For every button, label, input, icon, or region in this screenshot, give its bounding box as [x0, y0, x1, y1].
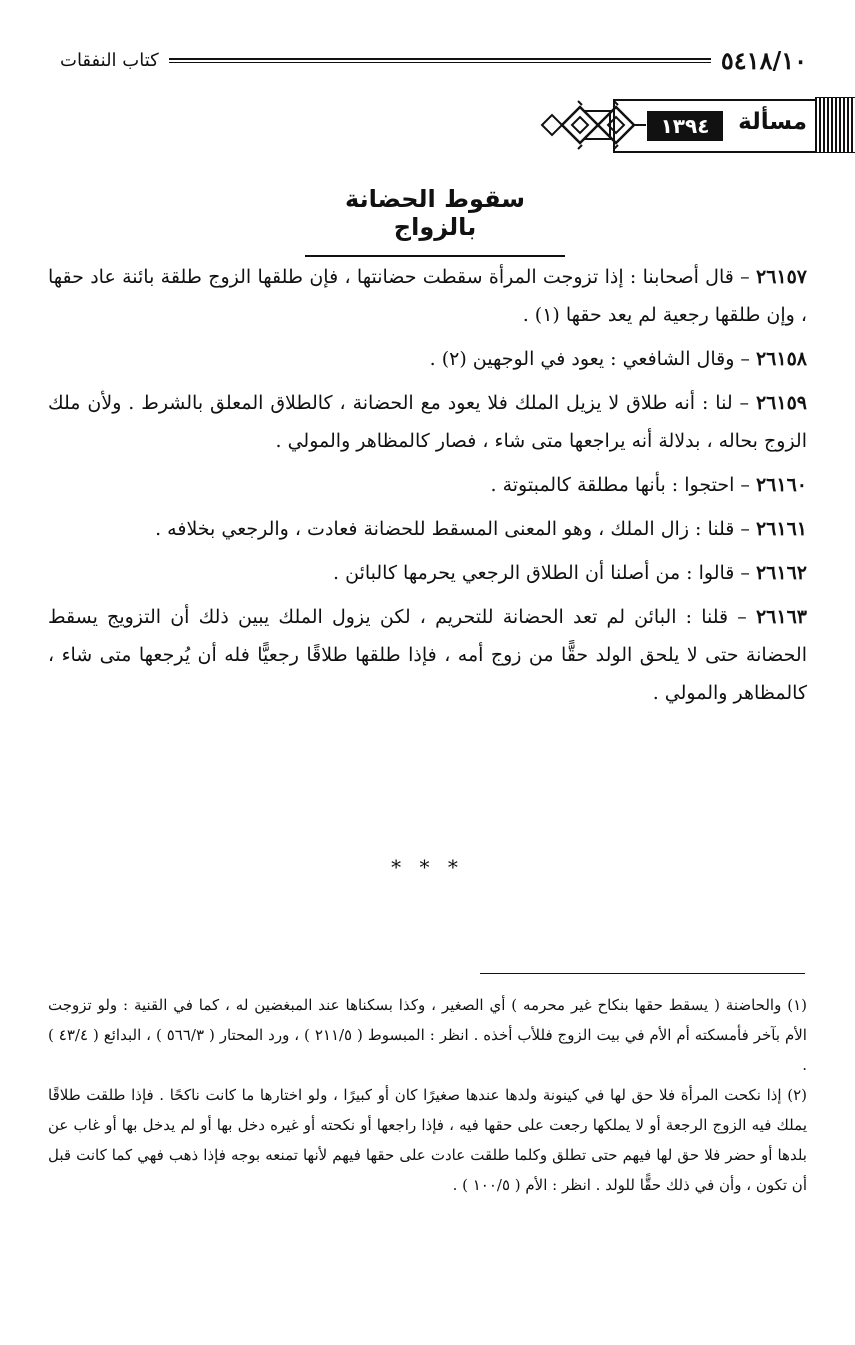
knot-ornament-icon	[538, 97, 648, 154]
paragraph	[48, 510, 807, 548]
running-header	[60, 40, 807, 80]
section-title: سقوط الحضانة بالزواج	[305, 185, 565, 257]
paragraph-number: ٢٦١٦١	[755, 518, 807, 540]
paragraph-text: – قلنا : زال الملك ، وهو المعنى المسقط للحضانة فعادت ، والرجعي بخلافه .	[155, 518, 750, 540]
header-rule	[169, 58, 711, 63]
paragraph-number: ٢٦١٦٠	[755, 474, 807, 496]
masala-number: ١٣٩٤	[647, 111, 723, 141]
folio-number: ٥٤١٨/١٠	[720, 45, 807, 75]
footnote-1: (١) والحاضنة ( يسقط حقها بنكاح غير محرمه ) أي الصغير ، وكذا بسكناها عند المبغضين له ، كما في القنية : ولو تزوجت الأم بآخر فأمسكته أم الأم في بيت الزوج فللأب أخذه . انظر : المبسوط ( ٢١١/٥ ) ، ورد المحتار ( ٥٦٦/٣ ) ، البدائع ( ٤٣/٤ ) .	[48, 996, 807, 1074]
body-text	[48, 258, 807, 718]
paragraph-text: – لنا : أنه طلاق لا يزيل الملك فلا يعود مع الحضانة ، كالطلاق المعلق بالشرط . ولأن ملك الزوج بحاله ، بدلالة أنه يراجعها متى شاء ، فصار كالمظاهر والمولي .	[48, 392, 807, 452]
paragraph	[48, 466, 807, 504]
paragraph-number: ٢٦١٦٣	[755, 606, 807, 628]
paragraph	[48, 384, 807, 460]
paragraph-number: ٢٦١٦٢	[755, 562, 807, 584]
footnote-rule	[480, 973, 805, 974]
hatch-ornament	[815, 97, 855, 153]
paragraph-number: ٢٦١٥٩	[755, 392, 807, 414]
paragraph-text: – قالوا : من أصلنا أن الطلاق الرجعي يحرمها كالبائن .	[333, 562, 750, 584]
paragraph	[48, 340, 807, 378]
masala-banner	[538, 97, 855, 154]
paragraph-text: – قال أصحابنا : إذا تزوجت المرأة سقطت حضانتها ، فإن طلقها الزوج طلقة بائنة عاد حقها ، وإن طلقها رجعية لم يعد حقها (١) .	[48, 266, 807, 326]
paragraph-number: ٢٦١٥٨	[755, 348, 807, 370]
paragraph-text: – احتجوا : بأنها مطلقة كالمبتوتة .	[490, 474, 750, 496]
paragraph-text: – وقال الشافعي : يعود في الوجهين (٢) .	[429, 348, 750, 370]
section-separator: * * *	[391, 855, 464, 879]
section-title-block	[305, 185, 565, 257]
paragraph-number: ٢٦١٥٧	[755, 266, 808, 288]
book-title: كتاب النفقات	[60, 49, 159, 71]
paragraph-text: – قلنا : البائن لم تعد الحضانة للتحريم ، لكن يزول الملك يبين ذلك أن التزويج يسقط الحضانة حتى لا يلحق الولد حقًّا من زوج أمه ، فإذا طلقها طلاقًا رجعيًّا فله أن يُرجعها متى شاء ، كالمظاهر والمولي .	[48, 606, 807, 704]
paragraph	[48, 598, 807, 712]
paragraph	[48, 258, 807, 334]
footnote-2: (٢) إذا نكحت المرأة فلا حق لها في كينونة ولدها عندها صغيرًا كان أو كبيرًا ، ولو اختارها ما كانت ناكحًا . فإذا طلقت طلاقًا يملك فيه الزوج الرجعة أو لا يملكها رجعت على حقها فيه ، فإذا راجعها أو نكحته أو غيره دخل بها أو لم يدخل بها أو غاب عن بلدها أو حضر فلا حق لها فيهم حتى تطلق وكلما طلقت عادت على حقها فيهم لأنها تمنعه بوجه فإذا ذهب فهي كما كانت قبل أن تكون ، وأن في ذلك حقًّا للولد . انظر : الأم ( ١٠٠/٥ ) .	[48, 1086, 807, 1194]
masala-label: مسألة	[738, 109, 807, 135]
footnotes	[48, 990, 807, 1200]
paragraph	[48, 554, 807, 592]
